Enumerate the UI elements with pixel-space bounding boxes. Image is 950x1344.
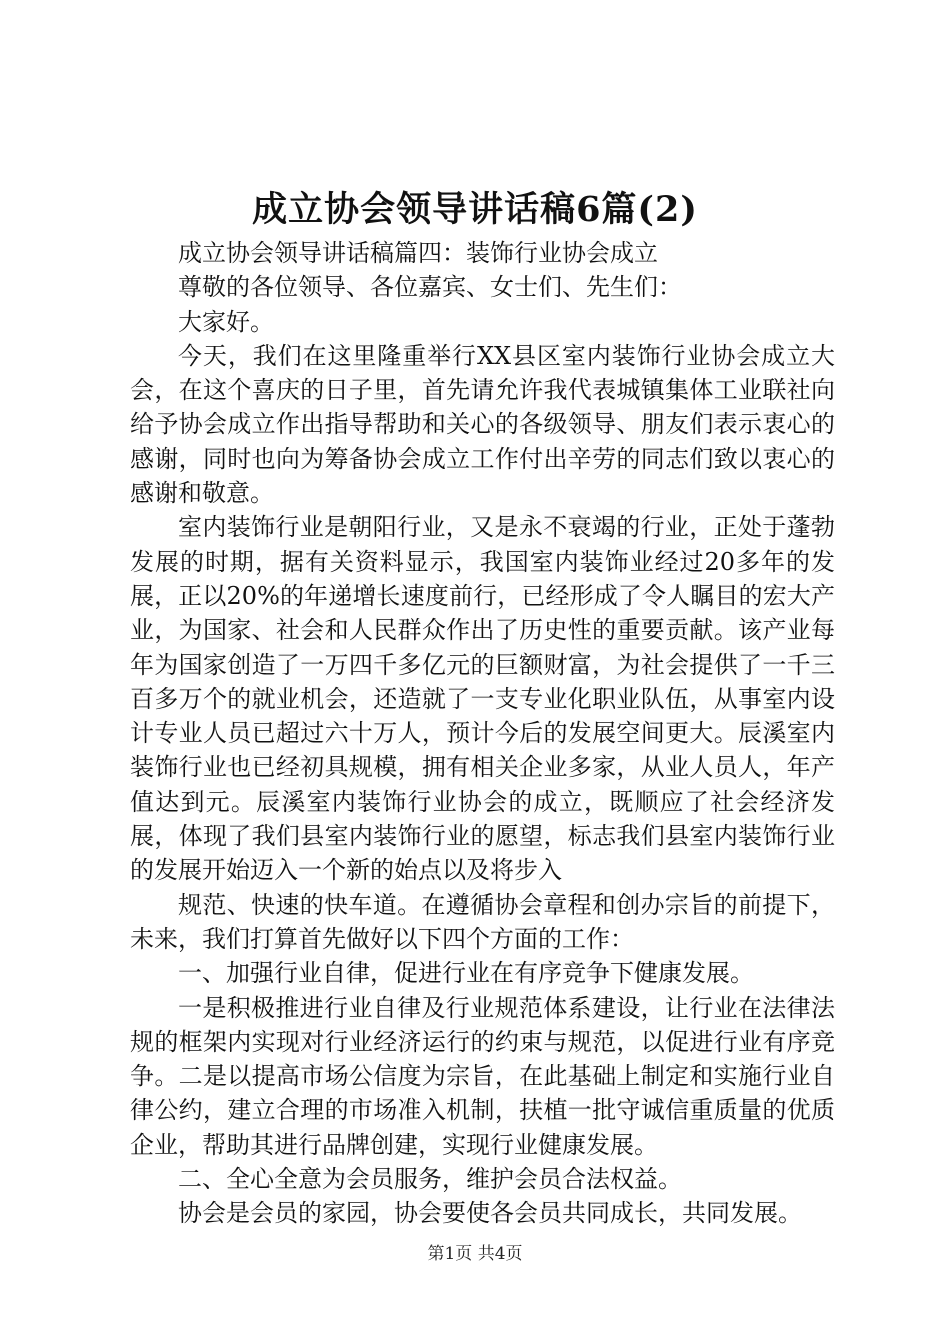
- paragraph: 今天，我们在这里隆重举行XX县区室内装饰行业协会成立大会，在这个喜庆的日子里，首先请允许我代表城镇集体工业联社向给予协会成立作出指导帮助和关心的各级领导、朋友们表示衷心的感谢，同时也向为筹备协会成立工作付出辛劳的同志们致以衷心的感谢和敬意。: [130, 341, 835, 508]
- paragraph: 一是积极推进行业自律及行业规范体系建设，让行业在法律法规的框架内实现对行业经济运行的约束与规范，以促进行业有序竞争。二是以提高市场公信度为宗旨，在此基础上制定和实施行业自律公约，建立合理的市场准入机制，扶植一批守诚信重质量的优质企业，帮助其进行品牌创建，实现行业健康发展。: [130, 993, 835, 1159]
- paragraph: 协会是会员的家园，协会要使各会员共同成长，共同发展。: [178, 1199, 802, 1228]
- paragraph: 规范、快速的快车道。在遵循协会章程和创办宗旨的前提下，未来，我们打算首先做好以下四个方面的工作：: [130, 890, 835, 953]
- paragraph: 一、加强行业自律，促进行业在有序竞争下健康发展。: [178, 959, 754, 988]
- paragraph: 二、全心全意为会员服务，维护会员合法权益。: [178, 1165, 682, 1194]
- paragraph: 成立协会领导讲话稿篇四：装饰行业协会成立: [178, 239, 658, 267]
- page-number-footer: 第1页 共4页: [427, 1244, 523, 1264]
- paragraph: 大家好。: [178, 307, 274, 336]
- document-body: [130, 236, 835, 1231]
- paragraph: 尊敬的各位领导、各位嘉宾、女士们、先生们：: [178, 273, 682, 302]
- paragraph: 室内装饰行业是朝阳行业，又是永不衰竭的行业，正处于蓬勃发展的时期，据有关资料显示，我国室内装饰业经过20多年的发展，正以20%的年递增长速度前行，已经形成了令人瞩目的宏大产业，为国家、社会和人民群众作出了历史性的重要贡献。该产业每年为国家创造了一万四千多亿元的巨额财富，为社会提供了一千三百多万个的就业机会，还造就了一支专业化职业队伍，从事室内设计专业人员已超过六十万人，预计今后的发展空间更大。辰溪室内装饰行业也已经初具规模，拥有相关企业多家，从业人员人，年产值达到元。辰溪室内装饰行业协会的成立，既顺应了社会经济发展，体现了我们县室内装饰行业的愿望，标志我们县室内装饰行业的发展开始迈入一个新的始点以及将步入: [130, 513, 835, 885]
- document-title: 成立协会领导讲话稿6篇(2): [252, 189, 698, 230]
